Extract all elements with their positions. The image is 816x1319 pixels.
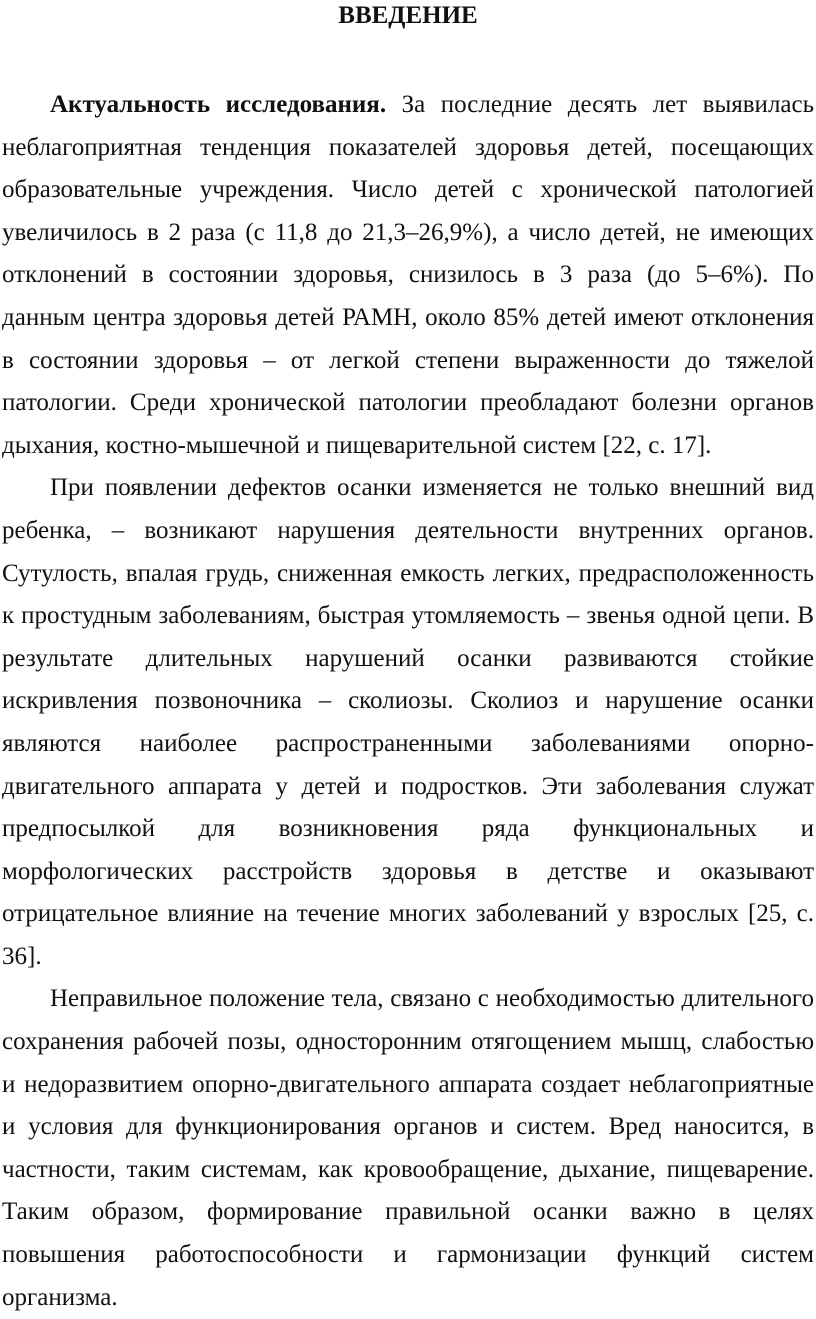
paragraph-relevance — [2, 84, 814, 467]
relevance-heading: Актуальность исследования. — [50, 91, 387, 118]
relevance-text: За последние десять лет выявилась неблагоприятная тенденция показателей здоровья детей, посещающих образовательные учреждения. Число детей с хронической патологией увеличилось в 2 раза (с 11,8 до 21,3–26,9%), а число детей, не имеющих отклонений в состоянии здоровья, снизилось в 3 раза (до 5–6%). По данным центра здоровья детей РАМН, около 85% детей имеют отклонения в состоянии здоровья – от легкой степени выраженности до тяжелой патологии. Среди хронической патологии преобладают болезни органов дыхания, костно-мышечной и пищеварительной систем [22, с. 17]. — [2, 91, 815, 459]
title-spacer — [2, 32, 814, 84]
paragraph-posture-defects: При появлении дефектов осанки изменяется не только внешний вид ребенка, – возникают нарушения деятельности внутренних органов. Сутулость, впалая грудь, сниженная емкость легких, предрасположенность к простудным заболеваниям, быстрая утомляемость – звенья одной цепи. В результате длительных нарушений осанки развиваются стойкие искривления позвоночника – сколиозы. Сколиоз и нарушение осанки являются наиболее распространенными заболеваниями опорно-двигательного аппарата у детей и подростков. Эти заболевания служат предпосылкой для возникновения ряда функциональных и морфологических расстройств здоровья в детстве и оказывают отрицательное влияние на течение многих заболеваний у взрослых [25, с. 36]. — [2, 474, 814, 970]
paragraph-body-position: Неправильное положение тела, связано с необходимостью длительного сохранения рабочей позы, односторонним отягощением мышц, слабостью и недоразвитием опорно-двигательного аппарата создает неблагоприятные и условия для функционирования органов и систем. Вред наносится, в частности, таким системам, как кровообращение, дыхание, пищеварение. Таким образом, формирование правильной осанки важно в целях повышения работоспособности и гармонизации функций систем организма. — [2, 985, 814, 1311]
page-title: ВВЕДЕНИЕ — [338, 2, 478, 29]
